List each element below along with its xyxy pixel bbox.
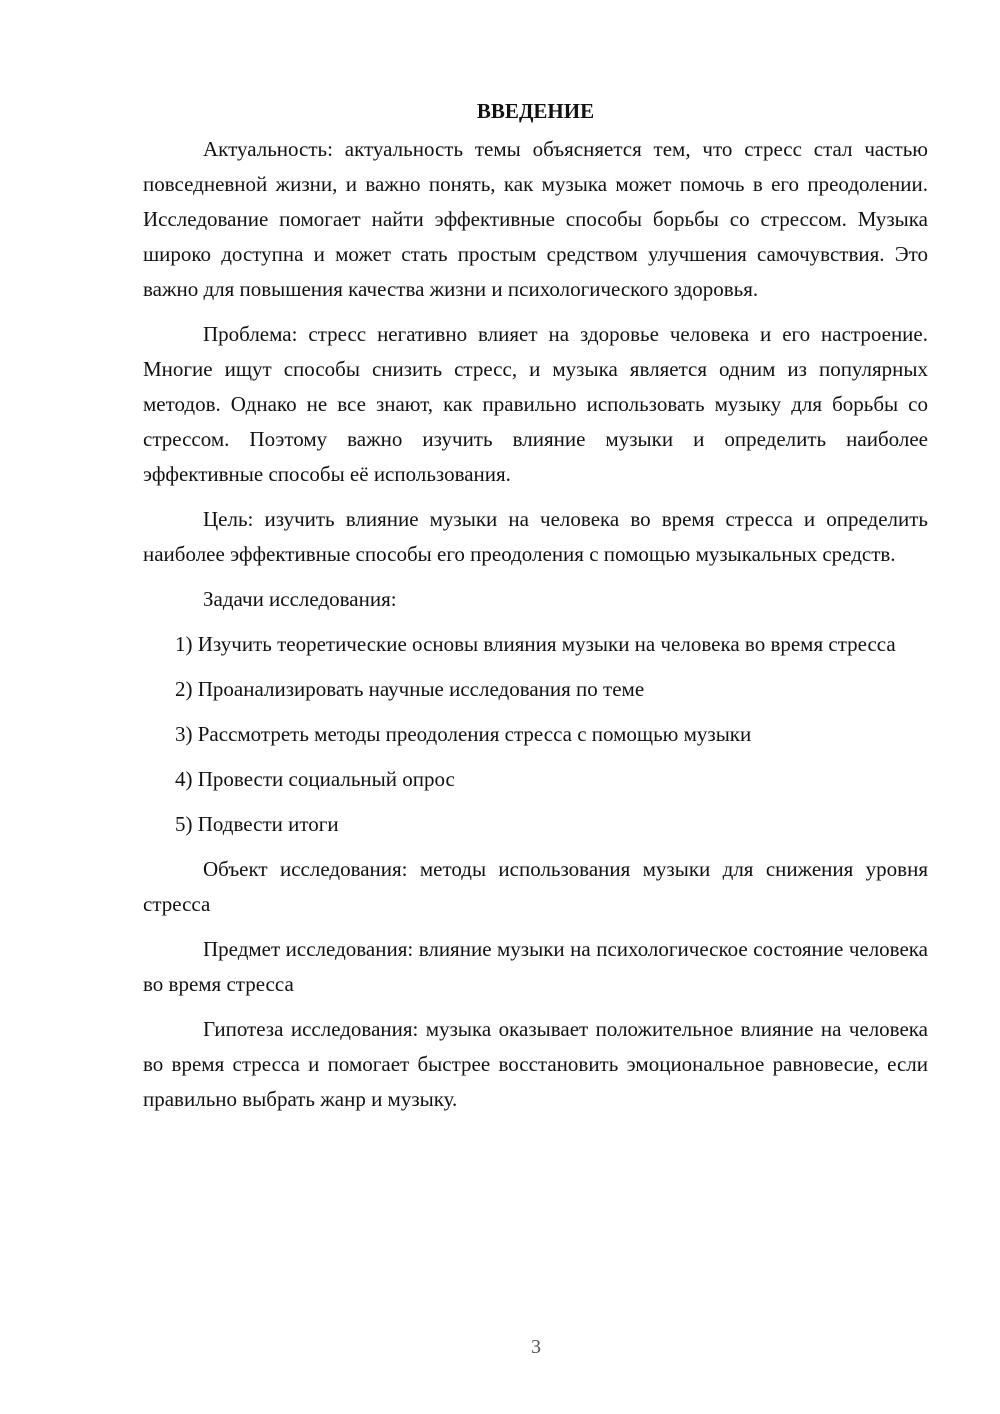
task-item: 2) Проанализировать научные исследования по теме xyxy=(175,677,645,701)
page-number: 3 xyxy=(531,1336,541,1358)
task-item: 5) Подвести итоги xyxy=(175,812,339,836)
paragraph-problem: Проблема: стресс негативно влияет на здоровье человека и его настроение. Многие ищут способы снизить стресс, и музыка является одним из популярных методов. Однако не все знают, как правильно использовать музыку для борьбы со стрессом. Поэтому важно изучить влияние музыки и определить наиболее эффективные способы её использования. xyxy=(143,322,928,486)
paragraph-subject: Предмет исследования: влияние музыки на психологическое состояние человека во время стресса xyxy=(143,937,928,996)
section-title: ВВЕДЕНИЕ xyxy=(476,99,595,123)
task-item: 3) Рассмотреть методы преодоления стресса с помощью музыки xyxy=(175,722,752,746)
paragraph-relevance: Актуальность: актуальность темы объясняется тем, что стресс стал частью повседневной жизни, и важно понять, как музыка может помочь в его преодолении. Исследование помогает найти эффективные способы борьбы со стрессом. Музыка широко доступна и может стать простым средством улучшения самочувствия. Это важно для повышения качества жизни и психологического здоровья. xyxy=(143,137,928,301)
task-item: 4) Провести социальный опрос xyxy=(175,767,455,791)
task-item: 1) Изучить теоретические основы влияния музыки на человека во время стресса xyxy=(175,632,896,656)
paragraph-object: Объект исследования: методы использования музыки для снижения уровня стресса xyxy=(143,857,928,916)
paragraph-goal: Цель: изучить влияние музыки на человека во время стресса и определить наиболее эффективные способы его преодоления с помощью музыкальных средств. xyxy=(143,507,928,566)
paragraph-hypothesis: Гипотеза исследования: музыка оказывает положительное влияние на человека во время стресса и помогает быстрее восстановить эмоциональное равновесие, если правильно выбрать жанр и музыку. xyxy=(143,1017,928,1111)
document-body xyxy=(143,96,928,1127)
paragraph-tasks-heading: Задачи исследования: xyxy=(203,587,397,611)
